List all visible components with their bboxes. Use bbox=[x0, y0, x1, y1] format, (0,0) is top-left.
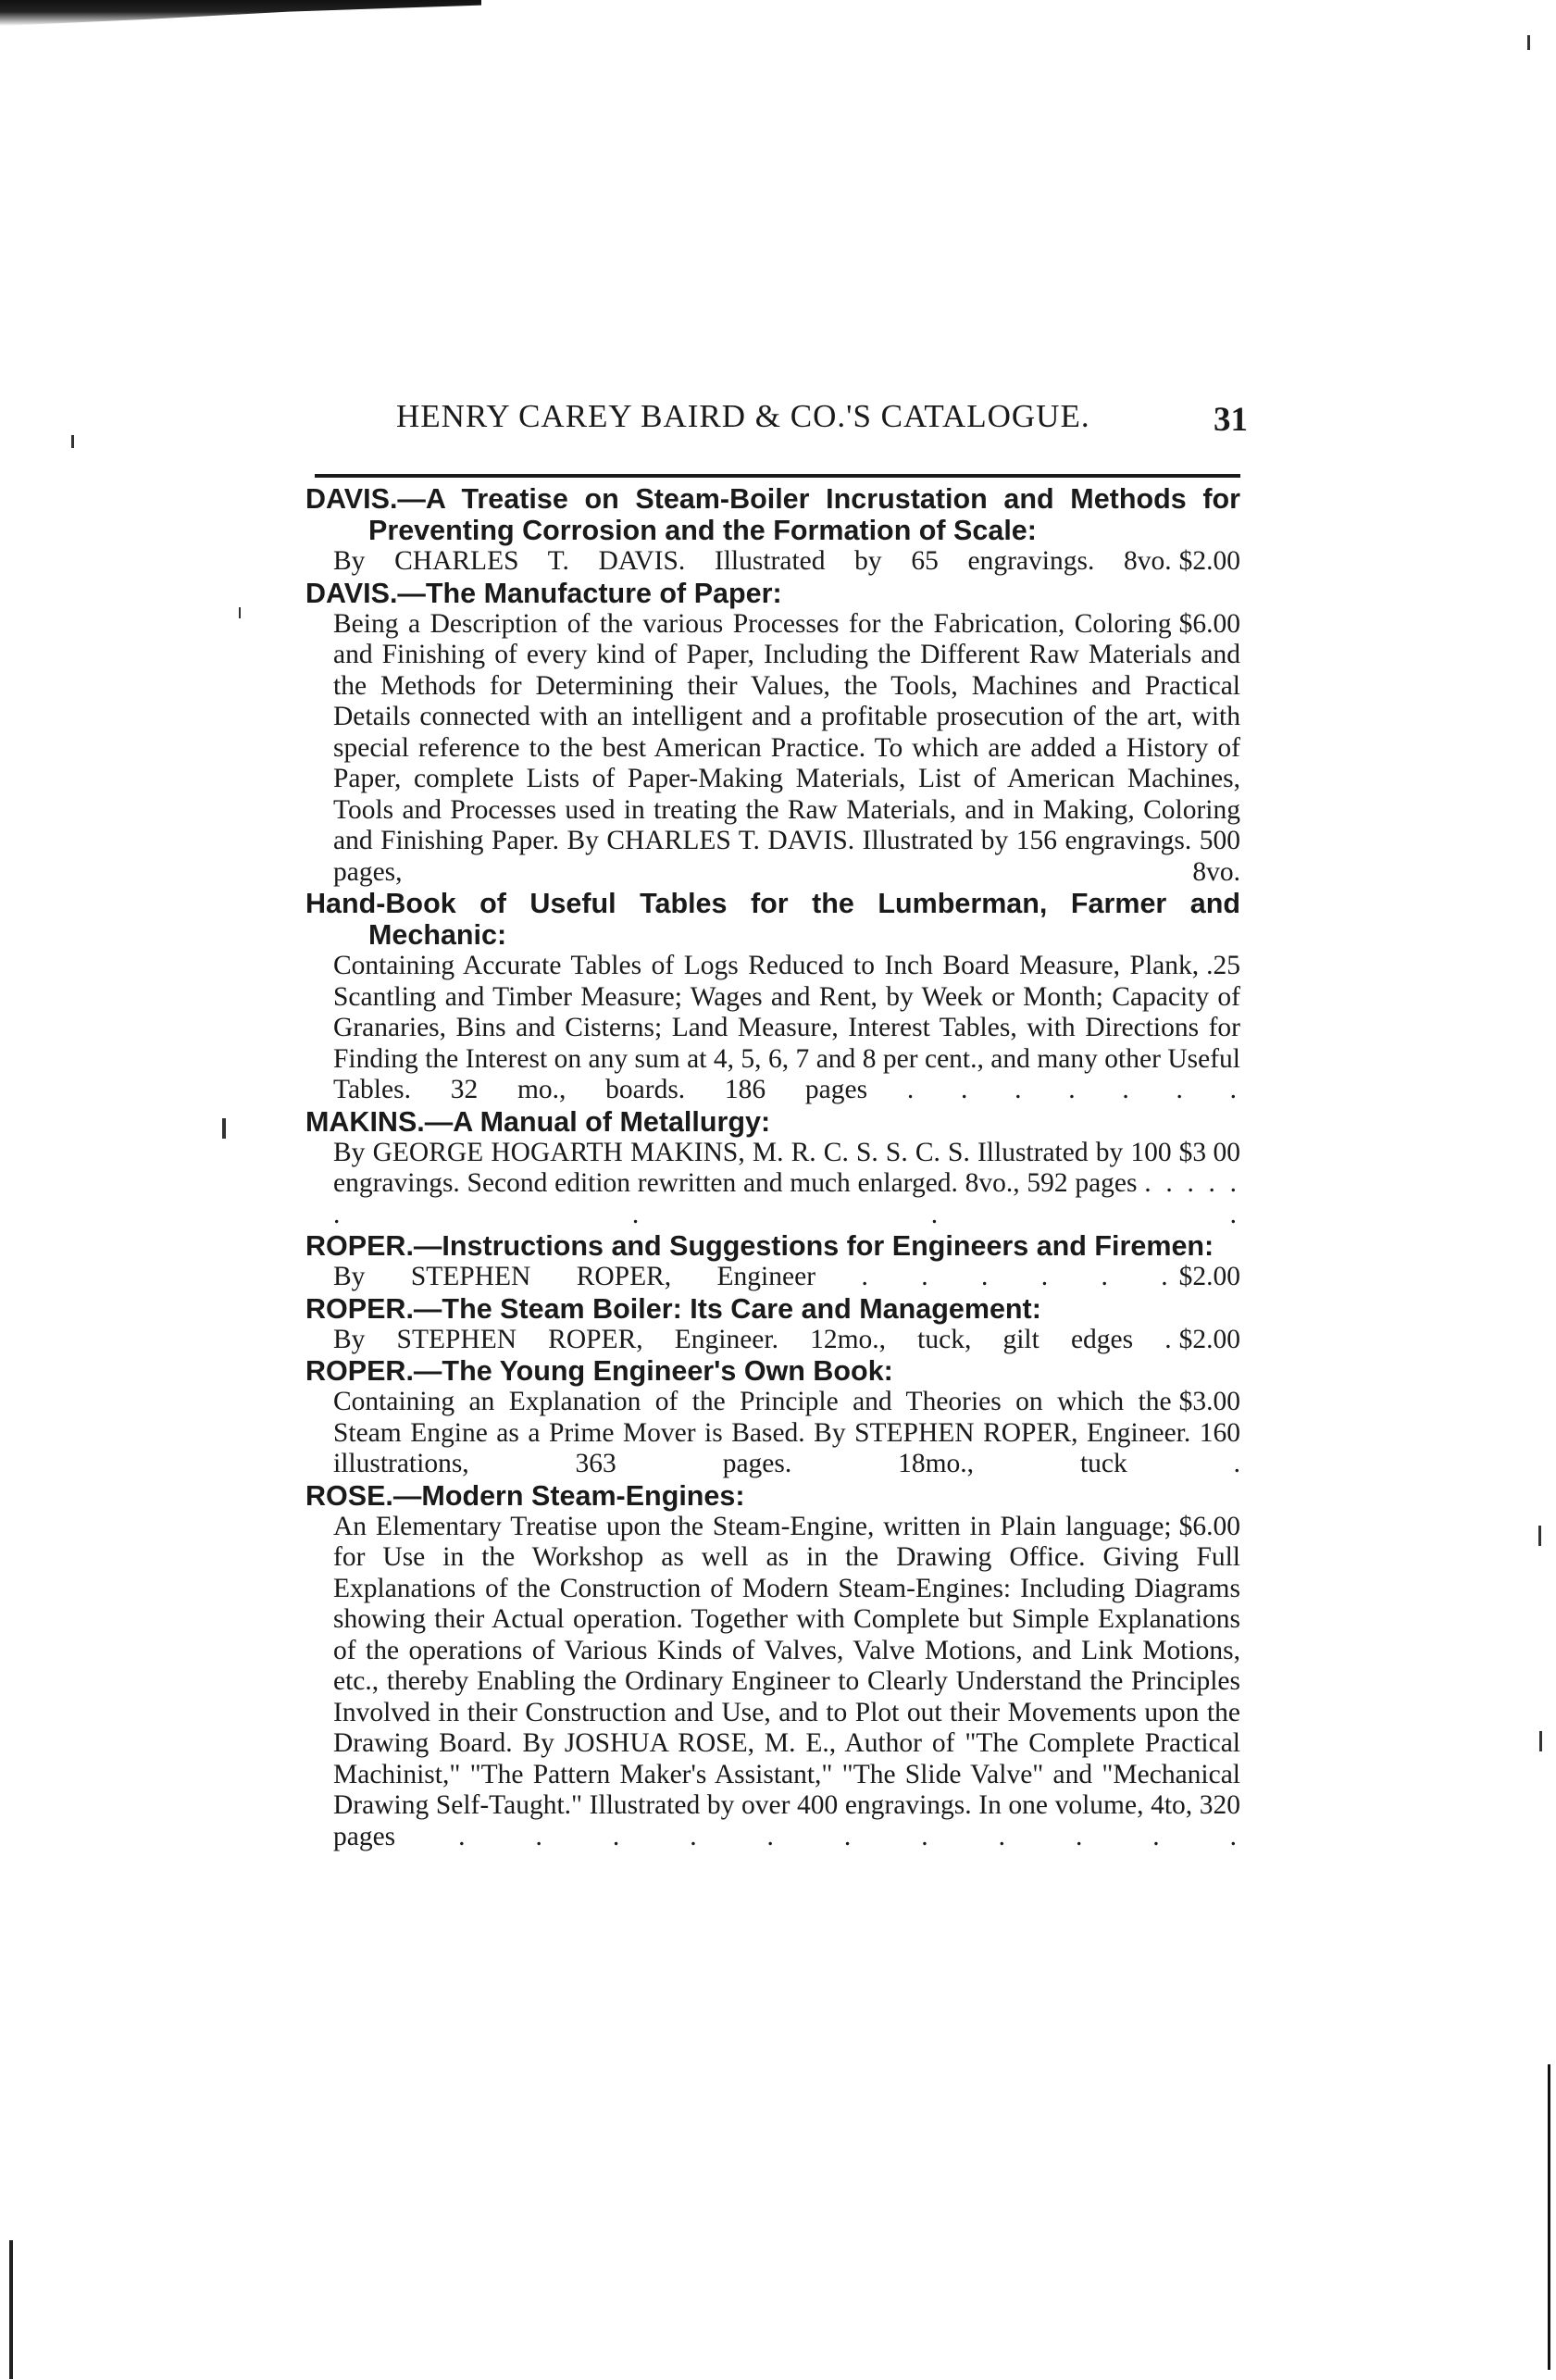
entry-price: .25 bbox=[1206, 951, 1240, 980]
entry-price: $2.00 bbox=[1178, 1262, 1240, 1291]
catalogue-entry bbox=[305, 1293, 1240, 1356]
catalogue-entry bbox=[305, 1355, 1240, 1480]
running-title: HENRY CAREY BAIRD & CO.'S CATALOGUE. bbox=[396, 398, 1090, 434]
entry-description-text: By CHARLES T. DAVIS. Illustrated by 65 engravings. 8vo. bbox=[333, 546, 1172, 576]
catalogue-entry bbox=[305, 578, 1240, 889]
page-number: 31 bbox=[1214, 401, 1248, 439]
running-header bbox=[396, 398, 1248, 454]
catalogue-entries bbox=[305, 483, 1240, 1852]
entry-price: $2.00 bbox=[1178, 546, 1240, 576]
entry-description-text: By STEPHEN ROPER, Engineer bbox=[333, 1262, 816, 1291]
header-rule bbox=[315, 474, 1240, 478]
entry-title: MAKINS.—A Manual of Metallurgy: bbox=[305, 1105, 771, 1138]
entry-description-text: An Elementary Treatise upon the Steam-Engine, written in Plain language; for Use in the Workshop as well as in the Drawing Office. Giving Full Explanations of the Construction of Modern Steam-Engines: Including Diagrams showing their Actual operation. Together with Complete but Simple Explanations of the operations of Various Kinds of Valves, Valve Motions, and Link Motions, etc., thereby Enabling the Ordinary Engineer to Clearly Understand the Principles Involved in their Construction and Use, and to Plot out their Movements upon the Drawing Board. By JOSHUA ROSE, M. E., Author of "The Complete Practical Machinist," "The Pattern Maker's Assistant," "The Slide Valve" and "Mechanical Drawing Self-Taught." Illustrated by over 400 engravings. In one volume, 4to, 320 pages bbox=[333, 1511, 1240, 1851]
leader-dots: . . . . . . . . . bbox=[333, 1168, 1241, 1229]
entry-title: Hand-Book of Useful Tables for the Lumberman, Farmer and Mechanic: bbox=[305, 888, 1240, 951]
entry-price: $6.00 bbox=[1178, 608, 1240, 639]
scan-speck bbox=[1527, 35, 1530, 50]
entry-description bbox=[305, 546, 1240, 578]
leader-dots: . . . . . . . . . . . bbox=[458, 1821, 1241, 1851]
entry-description bbox=[305, 1512, 1240, 1853]
entry-description bbox=[305, 1387, 1240, 1480]
scan-speck bbox=[222, 1118, 226, 1139]
entry-title: ROPER.—Instructions and Suggestions for Engineers and Firemen: bbox=[305, 1230, 1214, 1262]
scan-speck bbox=[1539, 1731, 1542, 1751]
catalogue-entry bbox=[305, 1480, 1240, 1853]
entry-description bbox=[305, 1262, 1240, 1293]
entry-price: $3.00 bbox=[1178, 1387, 1240, 1416]
scan-edge-shadow bbox=[0, 0, 481, 26]
entry-title: DAVIS.—A Treatise on Steam-Boiler Incrustation and Methods for Preventing Corrosion and the Formation of Scale: bbox=[305, 483, 1240, 546]
catalogue-entry bbox=[305, 1106, 1240, 1231]
entry-title: DAVIS.—The Manufacture of Paper: bbox=[305, 577, 782, 609]
scan-edge-mark bbox=[1548, 2064, 1550, 2370]
scan-speck bbox=[71, 435, 74, 448]
entry-title: ROPER.—The Young Engineer's Own Book: bbox=[305, 1355, 893, 1387]
entry-description-text: By GEORGE HOGARTH MAKINS, M. R. C. S. S. C. S. Illustrated by 100 engravings. Second edition rewritten and much enlarged. 8vo., 592 pages bbox=[333, 1137, 1172, 1198]
catalogue-entry bbox=[305, 888, 1240, 1106]
entry-description bbox=[305, 609, 1240, 889]
entry-description bbox=[305, 1325, 1240, 1356]
leader-dots: . . . . . . bbox=[861, 1262, 1172, 1291]
entry-price: $2.00 bbox=[1178, 1324, 1240, 1354]
entry-price: $3 00 bbox=[1178, 1137, 1240, 1167]
entry-description-text: By STEPHEN ROPER, Engineer. 12mo., tuck, gilt edges . bbox=[333, 1324, 1172, 1354]
entry-description-text: Containing an Explanation of the Principle and Theories on which the Steam Engine as a Prime Mover is Based. By STEPHEN ROPER, Engineer. 160 illustrations, 363 pages. 18mo., tuck . bbox=[333, 1387, 1240, 1478]
scan-edge-mark bbox=[9, 2240, 13, 2379]
entry-price: $6.00 bbox=[1178, 1511, 1240, 1541]
catalogue-entry bbox=[305, 483, 1240, 578]
entry-description-text: Being a Description of the various Processes for the Fabrication, Coloring and Finishing of every kind of Paper, Including the Different Raw Materials and the Methods for Determining their Values, the Tools, Machines and Practical Details connected with an intelligent and a profitable prosecution of the art, with special reference to the best American Practice. To which are added a History of Paper, complete Lists of Paper-Making Materials, List of American Machines, Tools and Processes used in treating the Raw Materials, and in Making, Coloring and Finishing Paper. By CHARLES T. DAVIS. Illustrated by 156 engravings. 500 pages, 8vo. bbox=[333, 608, 1240, 887]
scan-speck bbox=[1538, 1526, 1541, 1546]
entry-title: ROPER.—The Steam Boiler: Its Care and Management: bbox=[305, 1292, 1041, 1325]
entry-title: ROSE.—Modern Steam-Engines: bbox=[305, 1479, 745, 1512]
entry-description-text: Containing Accurate Tables of Logs Reduced to Inch Board Measure, Plank, Scantling and Timber Measure; Wages and Rent, by Week or Month; Capacity of Granaries, Bins and Cisterns; Land Measure, Interest Tables, with Directions for Finding the Interest on any sum at 4, 5, 6, 7 and 8 per cent., and many other Useful Tables. 32 mo., boards. 186 pages bbox=[333, 951, 1240, 1104]
entry-description bbox=[305, 951, 1240, 1106]
entry-description bbox=[305, 1138, 1240, 1231]
scan-speck bbox=[239, 607, 241, 618]
catalogue-entry bbox=[305, 1230, 1240, 1293]
leader-dots: . . . . . . . bbox=[906, 1075, 1241, 1104]
